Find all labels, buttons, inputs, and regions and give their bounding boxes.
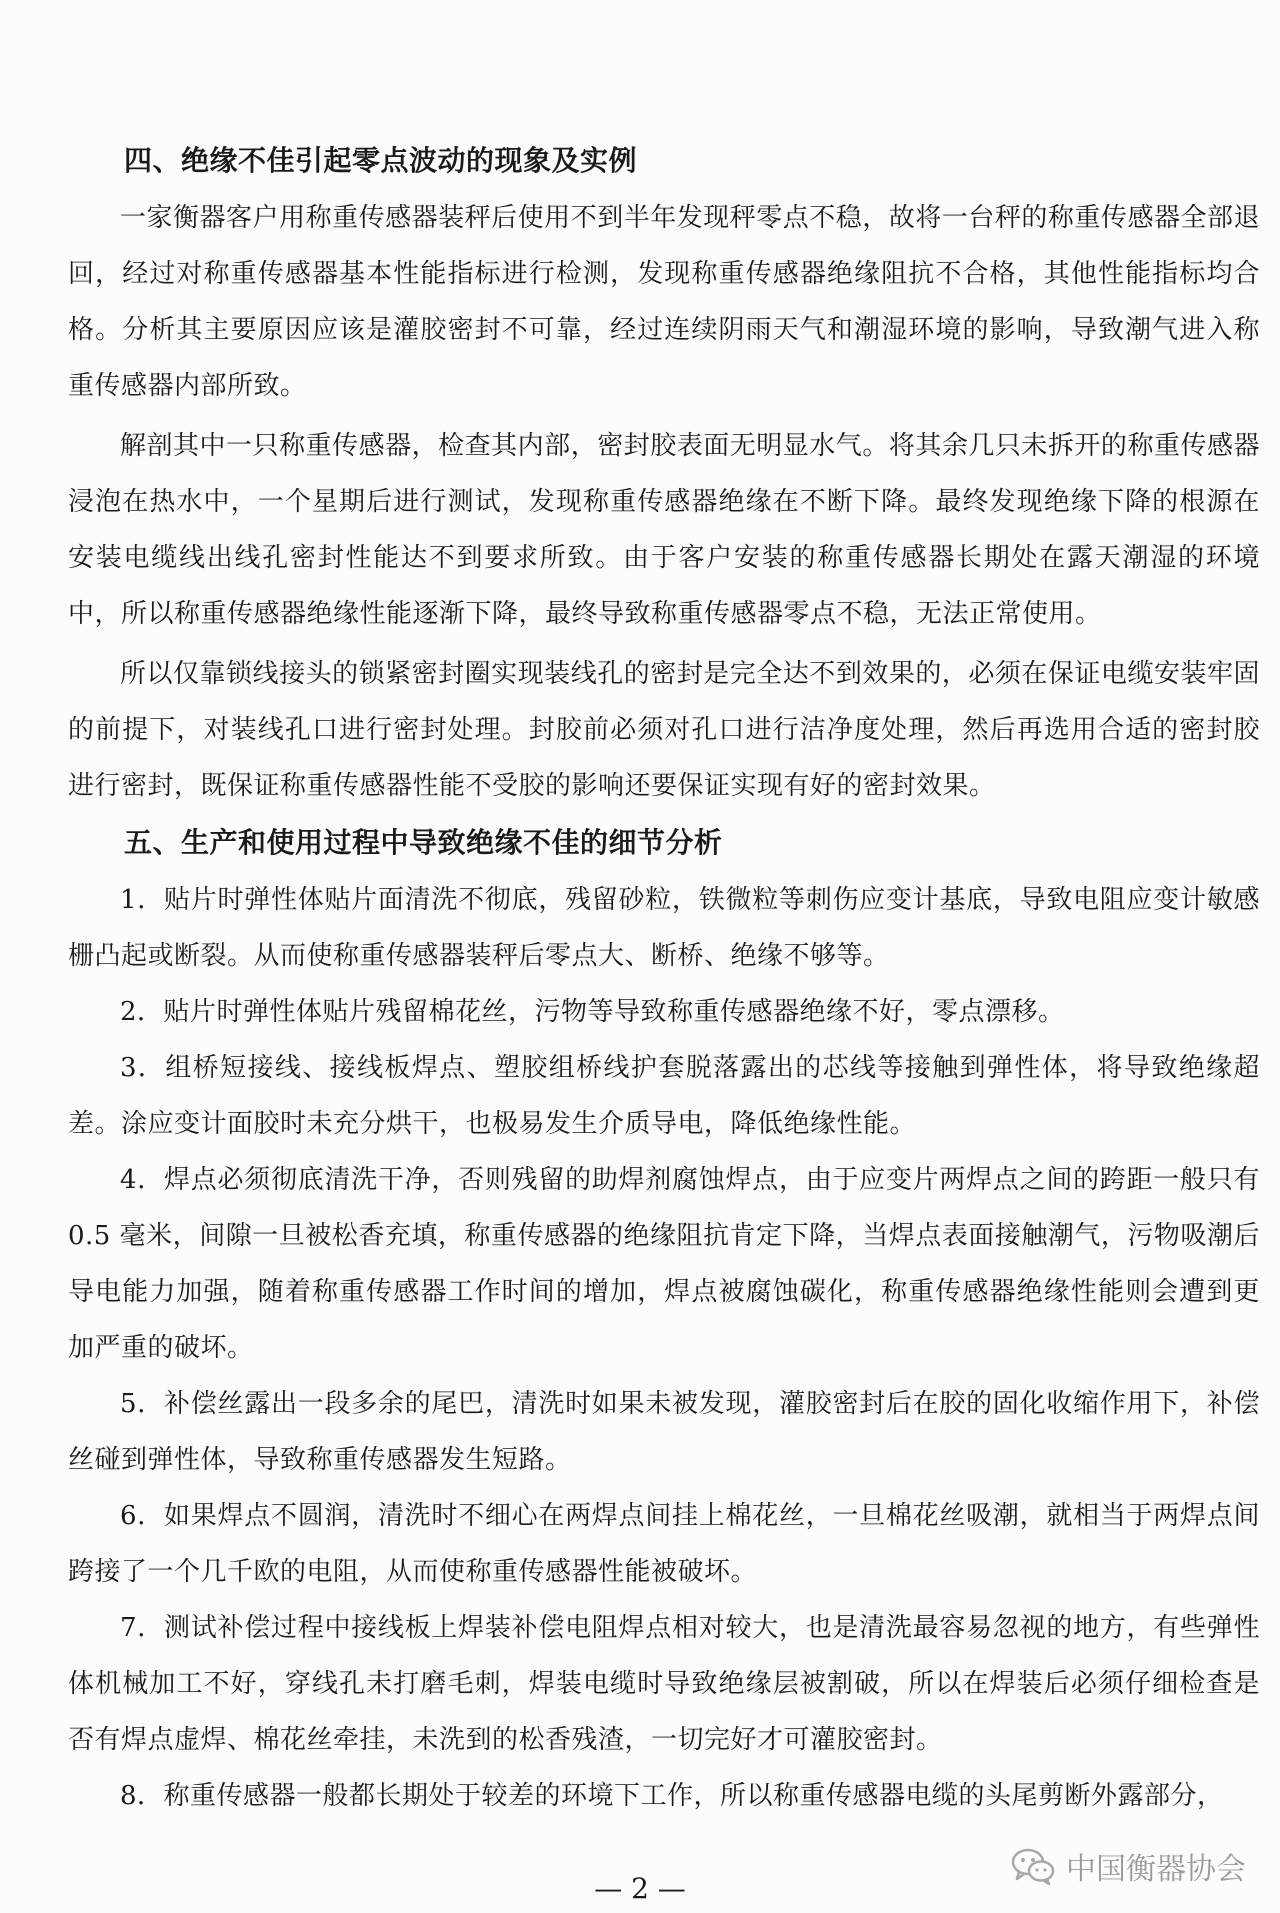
section-4-paragraph-1: 一家衡器客户用称重传感器装秤后使用不到半年发现秤零点不稳，故将一台秤的称重传感器全部退回，经过对称重传感器基本性能指标进行检测，发现称重传感器绝缘阻抗不合格，其他性能指标均合格。分析其主要原因应该是灌胶密封不可靠，经过连续阴雨天气和潮湿环境的影响，导致潮气进入称重传感器内部所致。 (68, 203, 1260, 401)
section-5-item-8: 8．称重传感器一般都长期处于较差的环境下工作，所以称重传感器电缆的头尾剪断外露部分， (120, 1781, 1224, 1811)
page-number: — 2 — (594, 1872, 686, 1905)
section-5-item-1: 1．贴片时弹性体贴片面清洗不彻底，残留砂粒，铁微粒等刺伤应变计基底，导致电阻应变计敏感栅凸起或断裂。从而使称重传感器装秤后零点大、断桥、绝缘不够等。 (68, 885, 1260, 971)
section-5-item-7: 7．测试补偿过程中接线板上焊装补偿电阻焊点相对较大，也是清洗最容易忽视的地方，有些弹性体机械加工不好，穿线孔未打磨毛刺，焊装电缆时导致绝缘层被割破，所以在焊装后必须仔细检查是否有焊点虚焊、棉花丝牵挂，未洗到的松香残渣，一切完好才可灌胶密封。 (68, 1613, 1260, 1755)
section-5-item-4: 4．焊点必须彻底清洗干净，否则残留的助焊剂腐蚀焊点，由于应变片两焊点之间的跨距一般只有 0.5 毫米，间隙一旦被松香充填，称重传感器的绝缘阻抗肯定下降，当焊点表面接触潮气，污物吸潮后导电能力加强，随着称重传感器工作时间的增加，焊点被腐蚀碳化，称重传感器绝缘性能则会遭到更加严重的破坏。 (68, 1165, 1260, 1363)
section-4-paragraph-3: 所以仅靠锁线接头的锁紧密封圈实现装线孔的密封是完全达不到效果的，必须在保证电缆安装牢固的前提下，对装线孔口进行密封处理。封胶前必须对孔口进行洁净度处理，然后再选用合适的密封胶进行密封，既保证称重传感器性能不受胶的影响还要保证实现有好的密封效果。 (68, 659, 1260, 801)
section-4-heading: 四、绝缘不佳引起零点波动的现象及实例 (124, 144, 638, 177)
section-4-paragraph-2: 解剖其中一只称重传感器，检查其内部，密封胶表面无明显水气。将其余几只未拆开的称重传感器浸泡在热水中，一个星期后进行测试，发现称重传感器绝缘在不断下降。最终发现绝缘下降的根源在安装电缆线出线孔密封性能达不到要求所致。由于客户安装的称重传感器长期处在露天潮湿的环境中，所以称重传感器绝缘性能逐渐下降，最终导致称重传感器零点不稳，无法正常使用。 (68, 431, 1260, 629)
document-body (68, 132, 1260, 1824)
section-5-item-6: 6．如果焊点不圆润，清洗时不细心在两焊点间挂上棉花丝，一旦棉花丝吸潮，就相当于两焊点间跨接了一个几千欧的电阻，从而使称重传感器性能被破坏。 (68, 1501, 1260, 1587)
watermark-text: 中国衡器协会 (1066, 1852, 1246, 1887)
section-5-item-3: 3．组桥短接线、接线板焊点、塑胶组桥线护套脱落露出的芯线等接触到弹性体，将导致绝缘超差。涂应变计面胶时未充分烘干，也极易发生介质导电，降低绝缘性能。 (68, 1053, 1260, 1139)
section-5-item-2: 2．贴片时弹性体贴片残留棉花丝，污物等导致称重传感器绝缘不好，零点漂移。 (120, 997, 1065, 1027)
section-5-heading: 五、生产和使用过程中导致绝缘不佳的细节分析 (124, 826, 723, 859)
section-5-item-5: 5．补偿丝露出一段多余的尾巴，清洗时如果未被发现，灌胶密封后在胶的固化收缩作用下，补偿丝碰到弹性体，导致称重传感器发生短路。 (68, 1389, 1260, 1475)
